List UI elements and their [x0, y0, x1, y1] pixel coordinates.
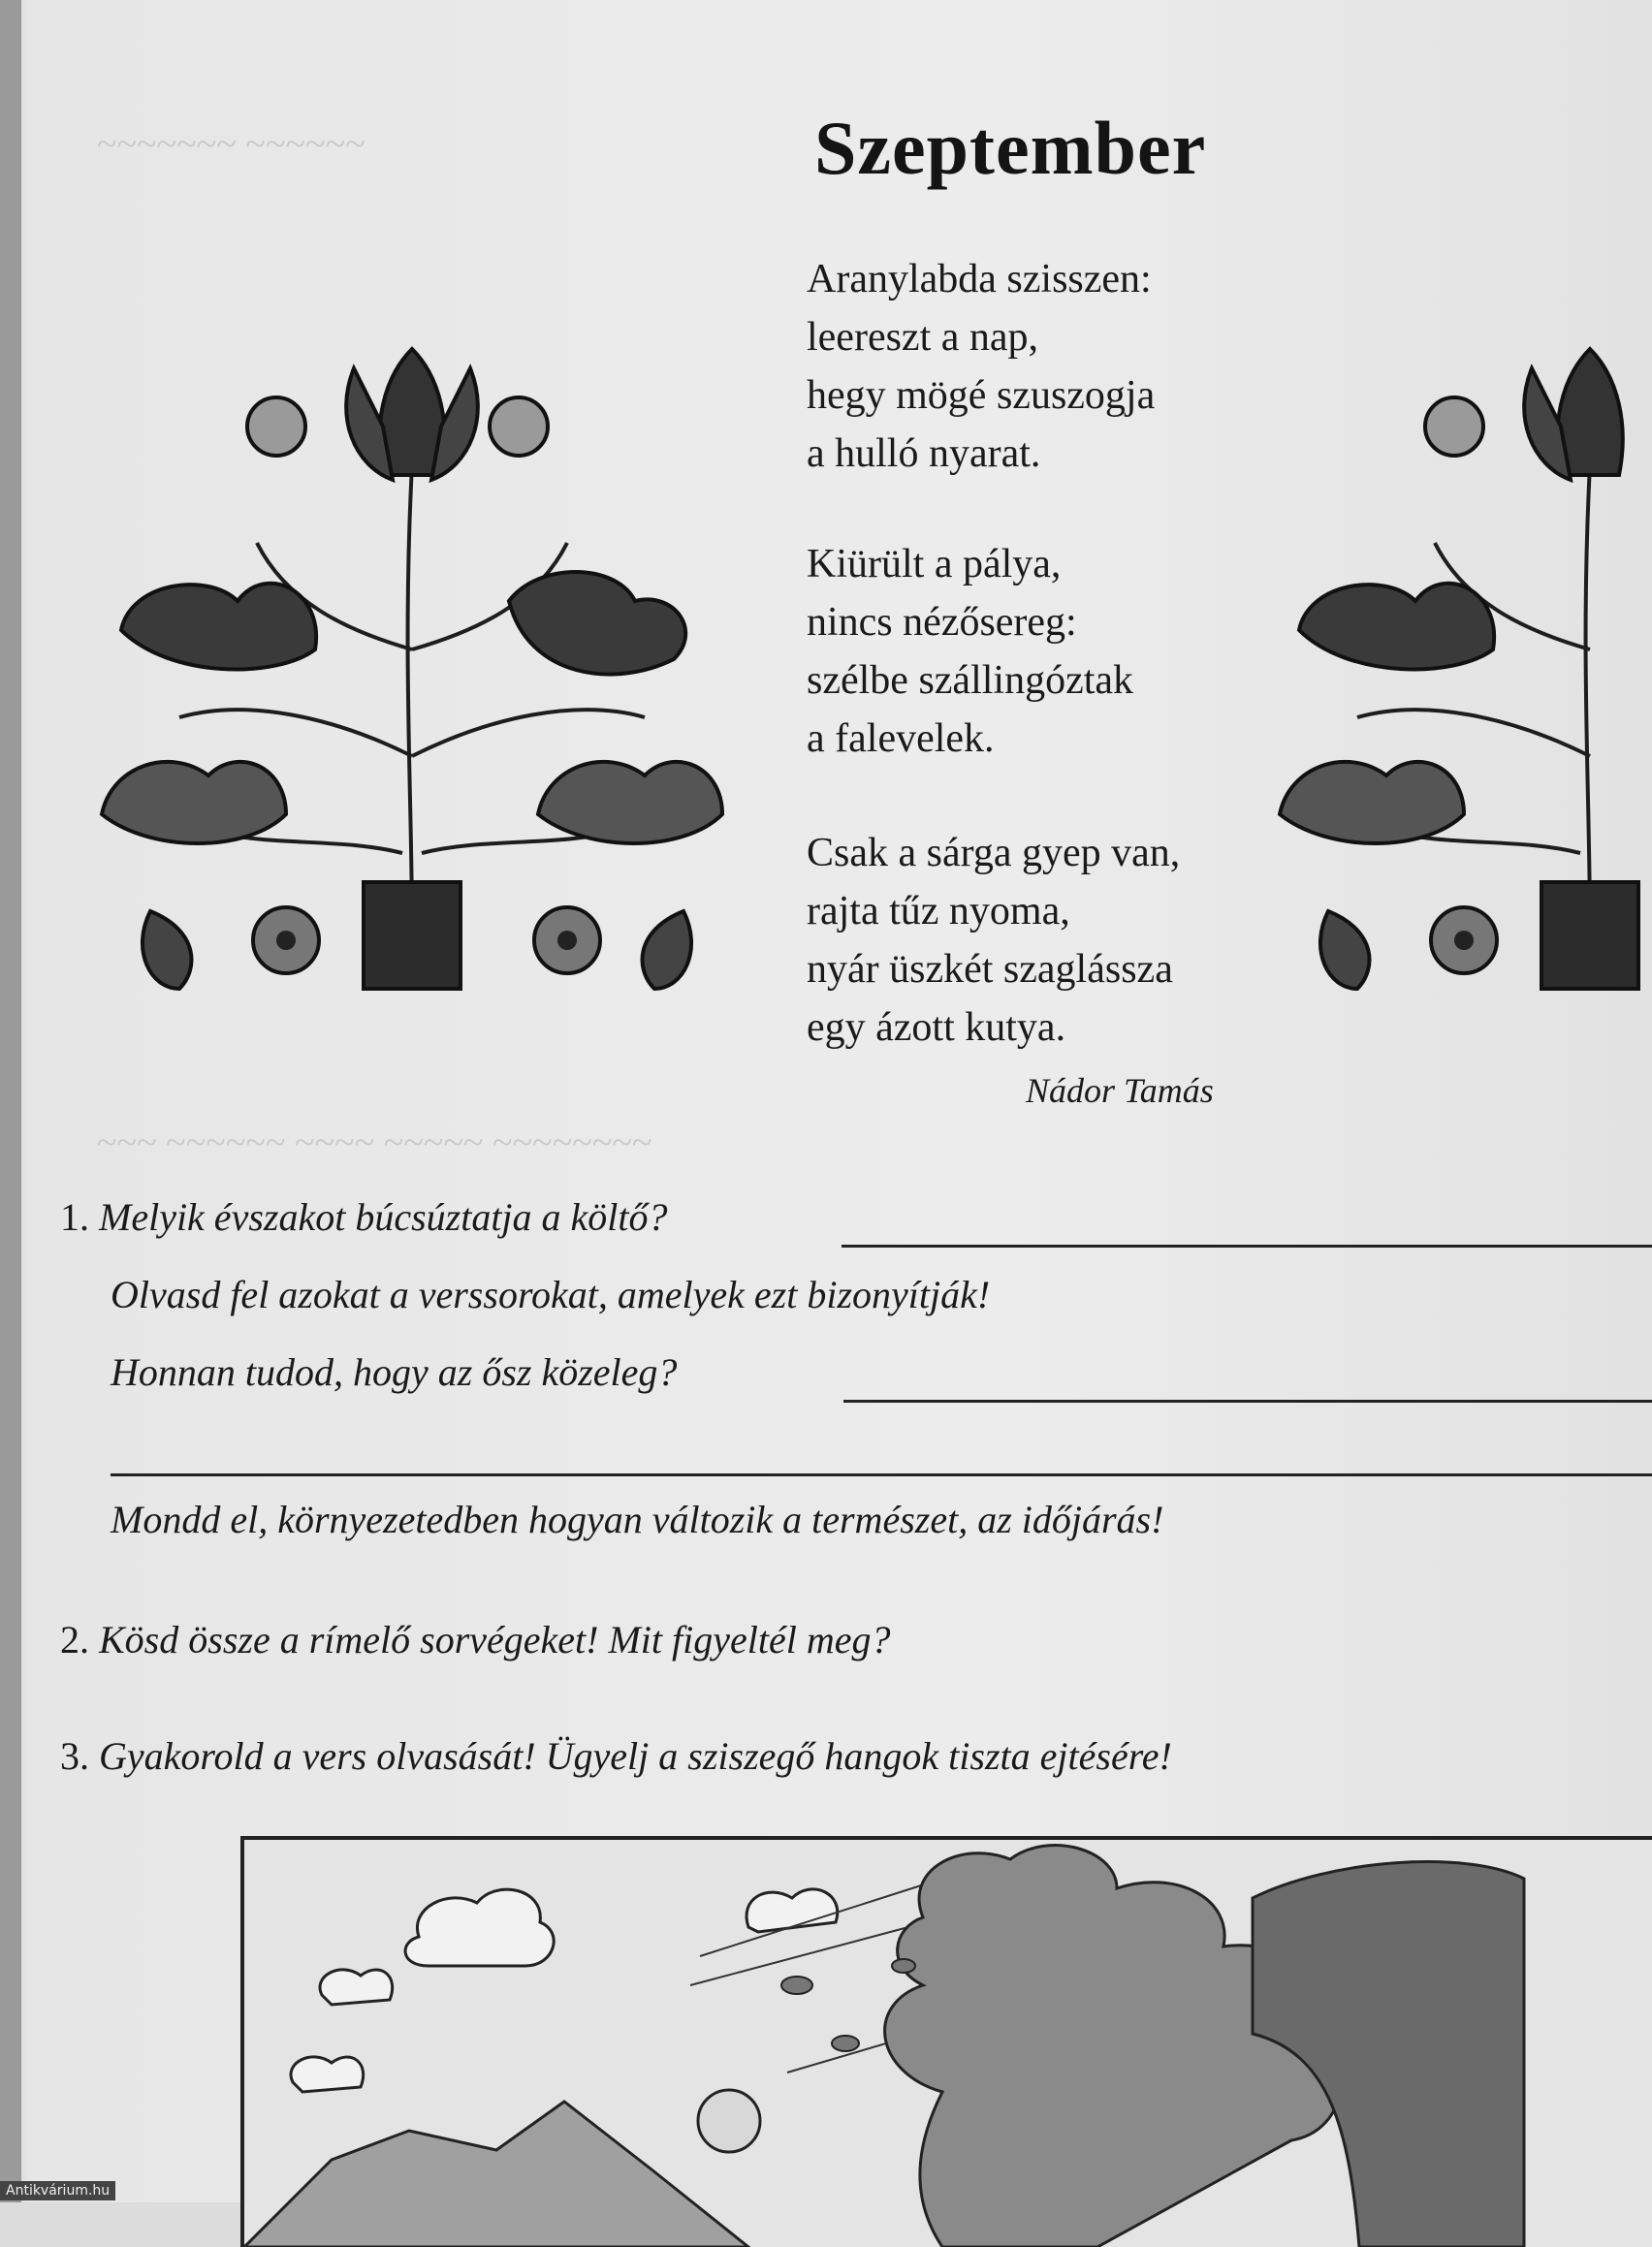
question-text: Mondd el, környezetedben hogyan változik a természet, az időjárás!: [111, 1498, 1164, 1541]
question-number: 1.: [60, 1195, 89, 1239]
autumn-landscape-illustration: [240, 1836, 1652, 2247]
poem-line: rajta tűz nyoma,: [807, 889, 1070, 934]
poem-line: nincs nézősereg:: [807, 600, 1077, 645]
answer-line[interactable]: [842, 1245, 1652, 1248]
poem-stanza-1: [807, 250, 1155, 483]
poem-line: egy ázott kutya.: [807, 1005, 1066, 1050]
question-text: Honnan tudod, hogy az ősz közeleg?: [111, 1350, 678, 1394]
poem-line: a falevelek.: [807, 716, 995, 761]
question-text: Gyakorold a vers olvasását! Ügyelj a sziszegő hangok tiszta ejtésére!: [99, 1734, 1172, 1778]
poem-line: szélbe szállingóztak: [807, 658, 1134, 703]
poem-line: Kiürült a pálya,: [807, 542, 1062, 586]
poem-line: leereszt a nap,: [807, 315, 1039, 360]
poem-stanza-3: [807, 824, 1180, 1057]
poem-line: nyár üszkét szaglássza: [807, 947, 1173, 992]
book-spine-shadow: [0, 0, 21, 2202]
autumn-landscape-drawing: [244, 1840, 1652, 2247]
question-number: 2.: [60, 1618, 89, 1662]
folk-tulip-tree-icon: [92, 310, 742, 1008]
poem-line: Csak a sárga gyep van,: [807, 831, 1181, 875]
question-text: Melyik évszakot búcsúztatja a költő?: [99, 1195, 668, 1239]
answer-line[interactable]: [111, 1473, 1652, 1476]
question-1: [60, 1194, 668, 1240]
bleed-through: ~~~~~~~ ~~~~~~: [97, 124, 365, 165]
bleed-through: ~~~ ~~~~~~ ~~~~ ~~~~~ ~~~~~~~~: [97, 1123, 652, 1163]
question-text: Kösd össze a rímelő sorvégeket! Mit figyeltél meg?: [99, 1618, 891, 1662]
poem-line: hegy mögé szuszogja: [807, 373, 1156, 418]
question-3: [60, 1733, 1172, 1779]
folk-tulip-tree-icon: [1270, 310, 1652, 1008]
site-watermark: Antikvárium.hu: [0, 2181, 115, 2200]
answer-line[interactable]: [843, 1400, 1652, 1403]
poem-line: a hulló nyarat.: [807, 431, 1041, 476]
question-2: [60, 1617, 890, 1662]
poem-line: Aranylabda szisszen:: [807, 257, 1152, 301]
poem-stanza-2: [807, 535, 1133, 768]
poem-author: Nádor Tamás: [1026, 1071, 1214, 1110]
question-text: Olvasd fel azokat a verssorokat, amelyek ezt bizonyítják!: [111, 1273, 991, 1316]
question-number: 3.: [60, 1734, 89, 1778]
poem-title: Szeptember: [814, 106, 1207, 190]
